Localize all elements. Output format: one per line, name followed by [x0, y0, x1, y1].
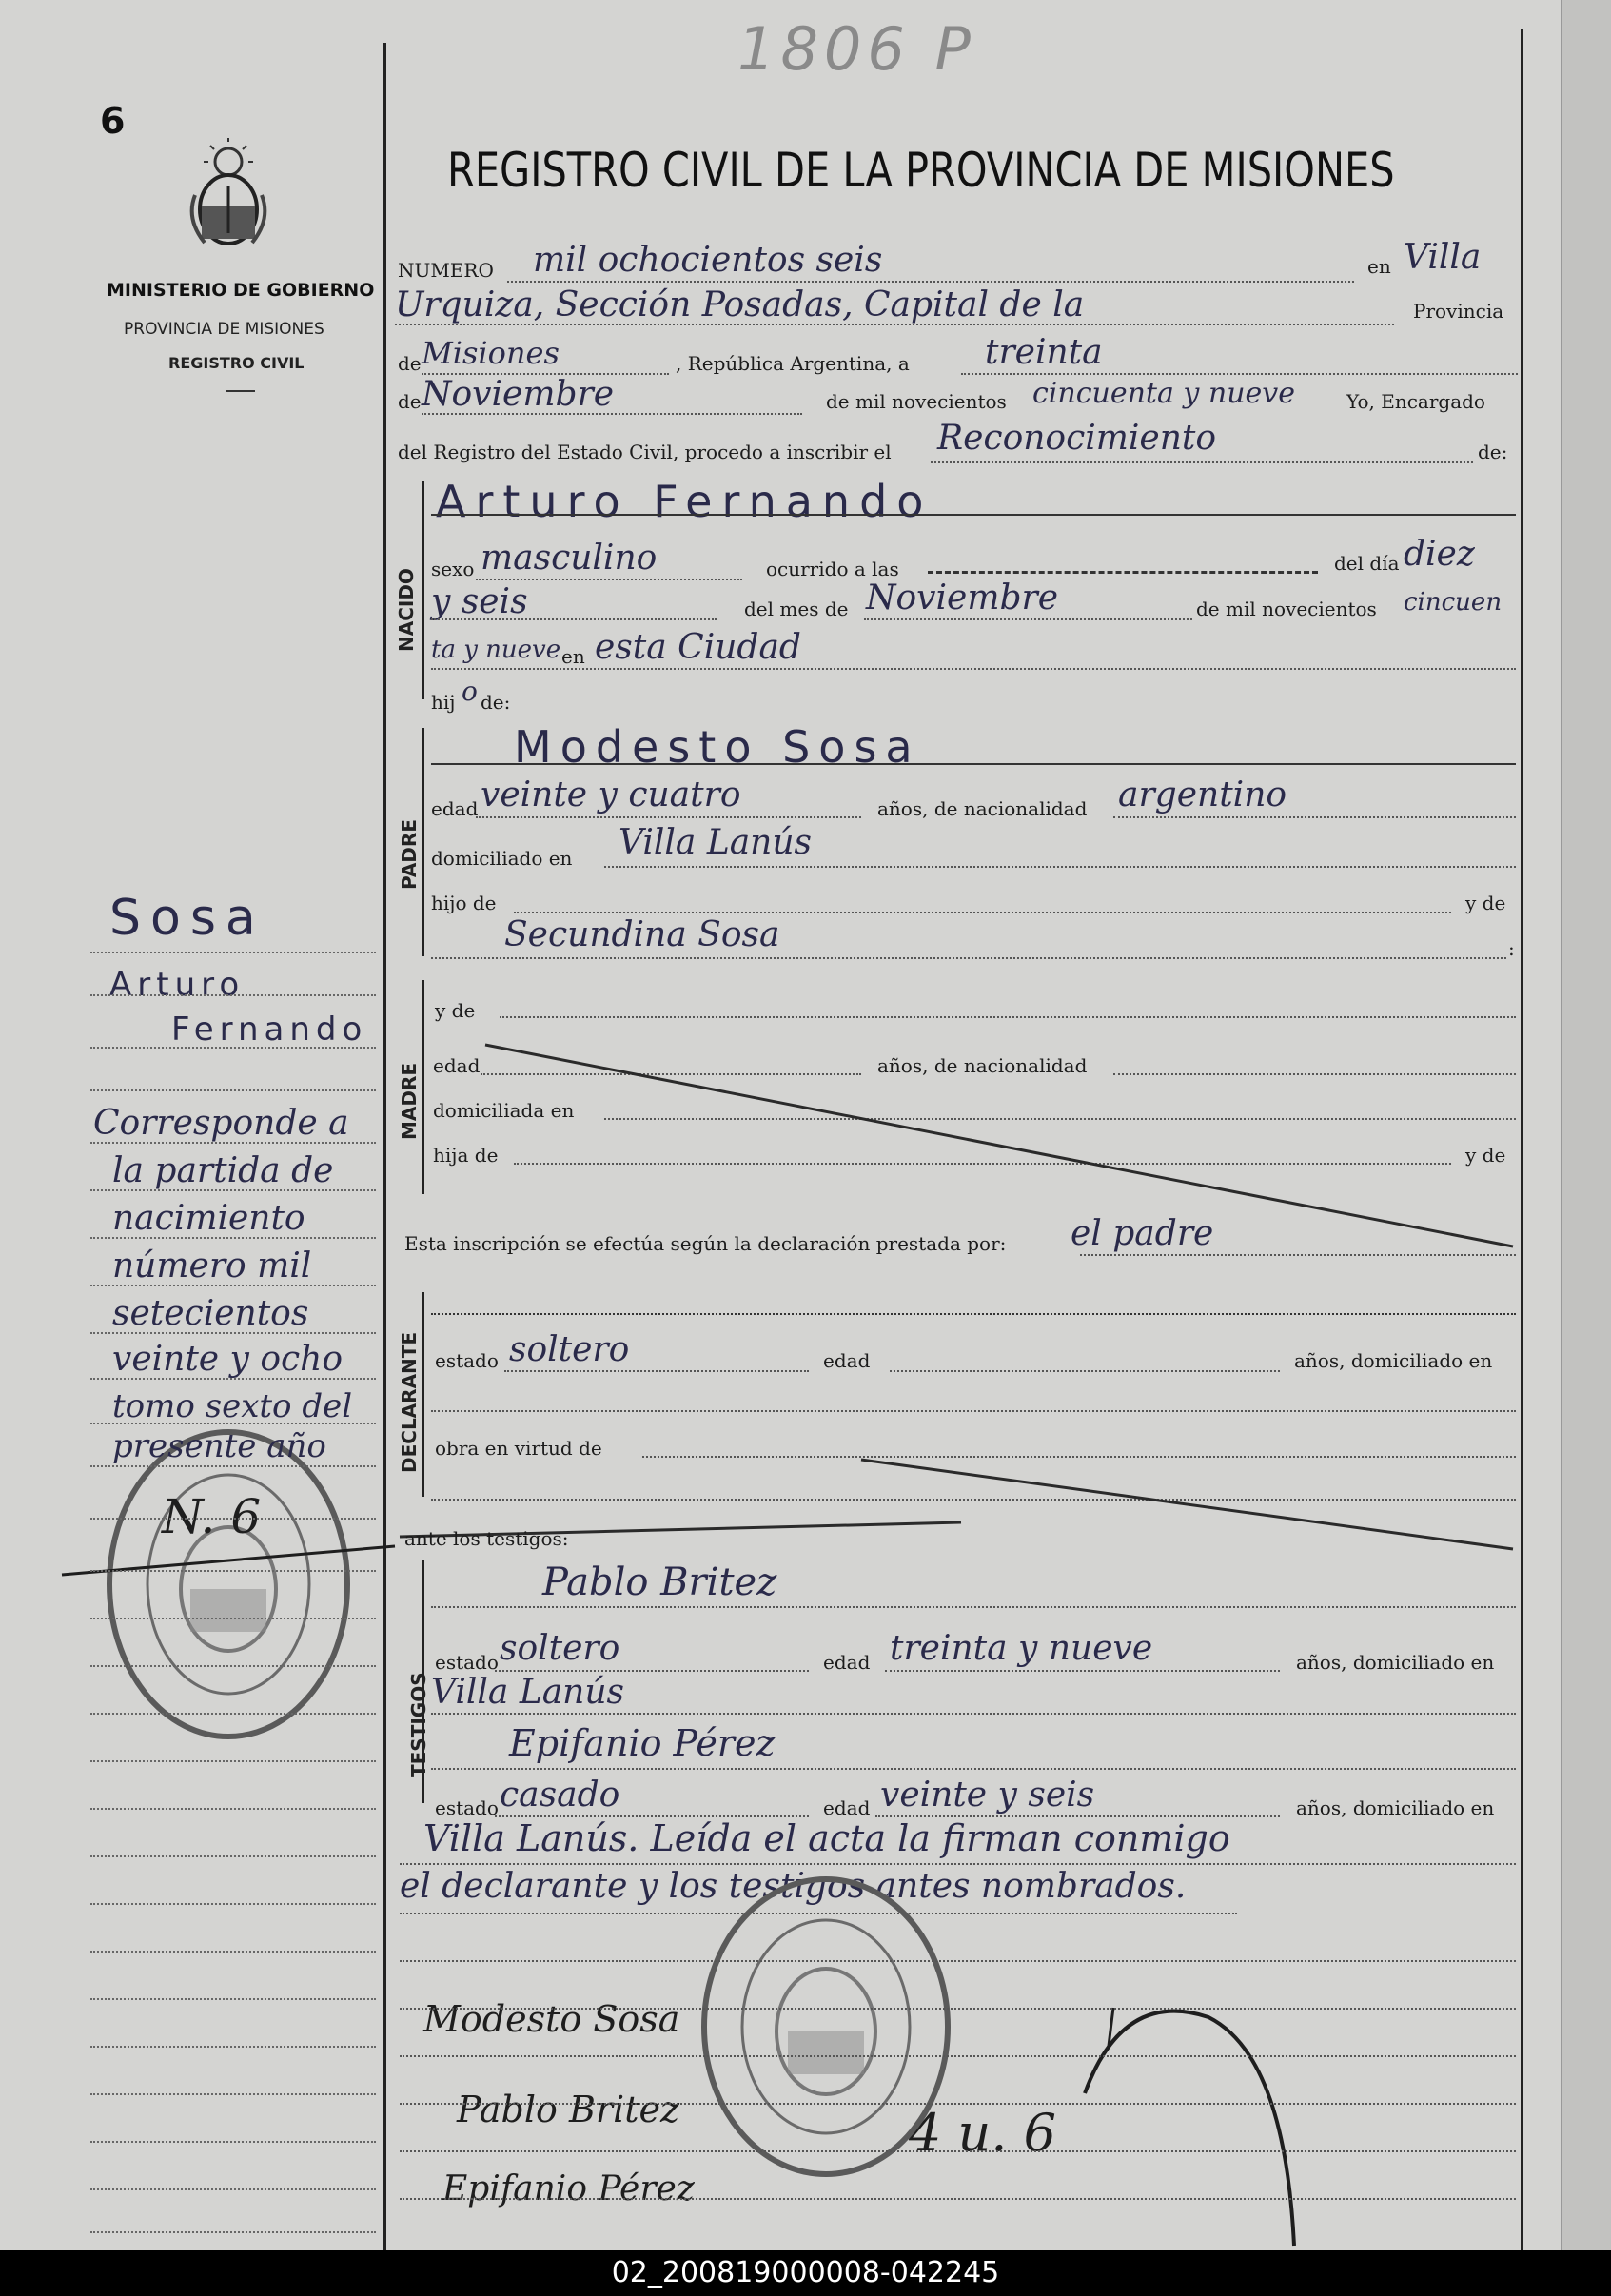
margin-nota-3: número mil: [112, 1246, 312, 1285]
nombre-value: Arturo Fernando: [436, 476, 933, 527]
firma-epifanio: Epifanio Pérez: [442, 2169, 695, 2208]
margin-strike-line: [57, 1541, 400, 1580]
label-hijo-de: hijo de: [431, 892, 497, 914]
padre-dom-value: Villa Lanús: [619, 823, 813, 862]
label-padre-dom: domiciliado en: [431, 847, 573, 870]
margin-nota-7: presente año: [112, 1427, 326, 1465]
label-padre-y-de: y de: [1465, 892, 1506, 914]
label-de-mil2: de mil novecientos: [1196, 598, 1377, 620]
declarante-value: el padre: [1071, 1214, 1214, 1253]
testigo2-edad-value: veinte y seis: [880, 1776, 1095, 1815]
testigo2-estado-value: casado: [500, 1776, 620, 1815]
margin-apellido: Sosa: [109, 890, 265, 947]
page-title: REGISTRO CIVIL DE LA PROVINCIA DE MISIONES: [447, 143, 1395, 198]
side-label-declarante: DECLARANTE: [398, 1331, 421, 1473]
label-de: de: [398, 352, 422, 375]
label-declarante-estado: estado: [435, 1349, 499, 1372]
label-del-mes: del mes de: [744, 598, 849, 620]
anio-nac2-value: ta y nueve: [431, 636, 561, 664]
padre-colon: :: [1508, 937, 1515, 960]
mes-value: Noviembre: [422, 375, 615, 414]
label-en-word: en: [561, 645, 585, 668]
label-del-registro: del Registro del Estado Civil, procedo a inscribir el: [398, 441, 892, 463]
label-declarante-dom: años, domiciliado en: [1294, 1349, 1493, 1372]
dia-nac2-value: y seis: [431, 582, 528, 621]
side-label-testigos: TESTIGOS: [407, 1672, 430, 1777]
label-de-mil: de mil novecientos: [826, 390, 1007, 413]
label-ante: ante los testigos:: [404, 1527, 569, 1550]
ministry-line1: MINISTERIO DE GOBIERNO: [107, 280, 375, 301]
margin-nota-4: setecientos: [112, 1294, 309, 1333]
label-del-dia: del día: [1334, 552, 1400, 575]
label-obra: obra en virtud de: [435, 1437, 602, 1460]
label-hij-de: de:: [481, 691, 511, 714]
lugar-value: Urquiza, Sección Posadas, Capital de la: [395, 285, 1085, 324]
label-en: en: [1367, 255, 1391, 278]
hij-suffix-value: o: [462, 676, 478, 707]
label-ocurrido: ocurrido a las: [766, 558, 899, 580]
label-declarante-edad: edad: [823, 1349, 871, 1372]
dia-value: treinta: [985, 333, 1103, 372]
anio-nac-value: cincuen: [1404, 588, 1503, 617]
padre-edad-value: veinte y cuatro: [481, 775, 741, 814]
acto-value: Reconocimiento: [937, 419, 1217, 458]
label-yo: Yo, Encargado: [1346, 390, 1485, 413]
signature-flourish-icon: [1066, 1989, 1313, 2250]
mes-nac-value: Noviembre: [866, 579, 1059, 618]
label-provincia: Provincia: [1413, 300, 1504, 323]
side-label-madre: MADRE: [398, 1062, 421, 1140]
dia-nac-value: diez: [1404, 535, 1475, 574]
label-sexo: sexo: [431, 558, 475, 580]
en-value: Villa: [1404, 238, 1482, 277]
label-declaracion: Esta inscripción se efectúa según la declaración prestada por:: [404, 1232, 1007, 1255]
ministry-line2: PROVINCIA DE MISIONES: [124, 320, 324, 339]
testigo1-value: Pablo Britez: [542, 1560, 777, 1604]
label-t2-edad: edad: [823, 1796, 871, 1819]
label-de2: de: [398, 390, 422, 413]
label-madre-y-de: y de: [435, 999, 476, 1022]
margin-nombre1: Arturo: [109, 966, 246, 1004]
margin-nota-0: Corresponde a: [93, 1104, 349, 1143]
anio-value: cincuenta y nueve: [1032, 377, 1295, 410]
label-t2-estado: estado: [435, 1796, 499, 1819]
label-madre-edad: edad: [433, 1054, 481, 1077]
label-t1-estado: estado: [435, 1651, 499, 1674]
declarante-estado-value: soltero: [509, 1330, 630, 1369]
label-republica: , República Argentina, a: [676, 352, 910, 375]
label-madre-hija-de: hija de: [433, 1144, 499, 1167]
page-number: 6: [100, 100, 126, 142]
official-seal-left-icon: [95, 1418, 362, 1751]
ministry-line3: REGISTRO CIVIL: [168, 354, 305, 372]
numero-value: mil ochocientos seis: [533, 241, 883, 280]
cierre-line1: Villa Lanús. Leída el acta la firman conmigo: [423, 1817, 1230, 1859]
label-t2-dom: años, domiciliado en: [1296, 1796, 1495, 1819]
margin-nota-2: nacimiento: [112, 1199, 305, 1238]
provincia-value: Misiones: [422, 335, 560, 371]
label-madre-nac: años, de nacionalidad: [877, 1054, 1088, 1077]
side-label-padre: PADRE: [398, 819, 421, 890]
label-padre-edad: edad: [431, 797, 479, 820]
firma-pablo: Pablo Britez: [457, 2089, 679, 2130]
label-t1-dom: años, domiciliado en: [1296, 1651, 1495, 1674]
label-numero: NUMERO: [398, 259, 494, 282]
margin-nota-1: la partida de: [112, 1151, 334, 1190]
rubrica: 4 u. 6: [909, 2103, 1056, 2163]
margin-nombre2: Fernando: [171, 1011, 368, 1049]
label-de-colon: de:: [1478, 441, 1508, 463]
official-seal-right-icon: [693, 1865, 959, 2188]
label-hij: hij: [431, 691, 456, 714]
label-padre-nac: años, de nacionalidad: [877, 797, 1088, 820]
testigo1-estado-value: soltero: [500, 1629, 620, 1668]
cierre-line2: el declarante y los testigos antes nombrados.: [400, 1867, 1187, 1906]
testigo1-dom-value: Villa Lanús: [431, 1673, 625, 1712]
label-t1-edad: edad: [823, 1651, 871, 1674]
side-label-nacido: NACIDO: [395, 568, 418, 652]
margin-nota-num: N. 6: [162, 1489, 262, 1544]
lugar-nac-value: esta Ciudad: [595, 628, 801, 667]
margin-nota-5: veinte y ocho: [112, 1340, 344, 1379]
label-madre-dom: domiciliada en: [433, 1099, 575, 1122]
testigo2-value: Epifanio Pérez: [509, 1722, 776, 1764]
sexo-value: masculino: [481, 539, 658, 578]
padre-hijo-de-value: Secundina Sosa: [504, 915, 780, 954]
margin-nota-6: tomo sexto del: [112, 1387, 353, 1425]
image-id-footer: 02_200819000008-042245: [0, 2250, 1611, 2296]
archive-number: 1806 P: [737, 14, 976, 84]
firma-modesto: Modesto Sosa: [423, 1998, 680, 2040]
label-madre-y-de2: y de: [1465, 1144, 1506, 1167]
padre-value: Modesto Sosa: [514, 721, 921, 773]
testigo1-edad-value: treinta y nueve: [890, 1629, 1153, 1668]
padre-nac-value: argentino: [1118, 775, 1287, 814]
